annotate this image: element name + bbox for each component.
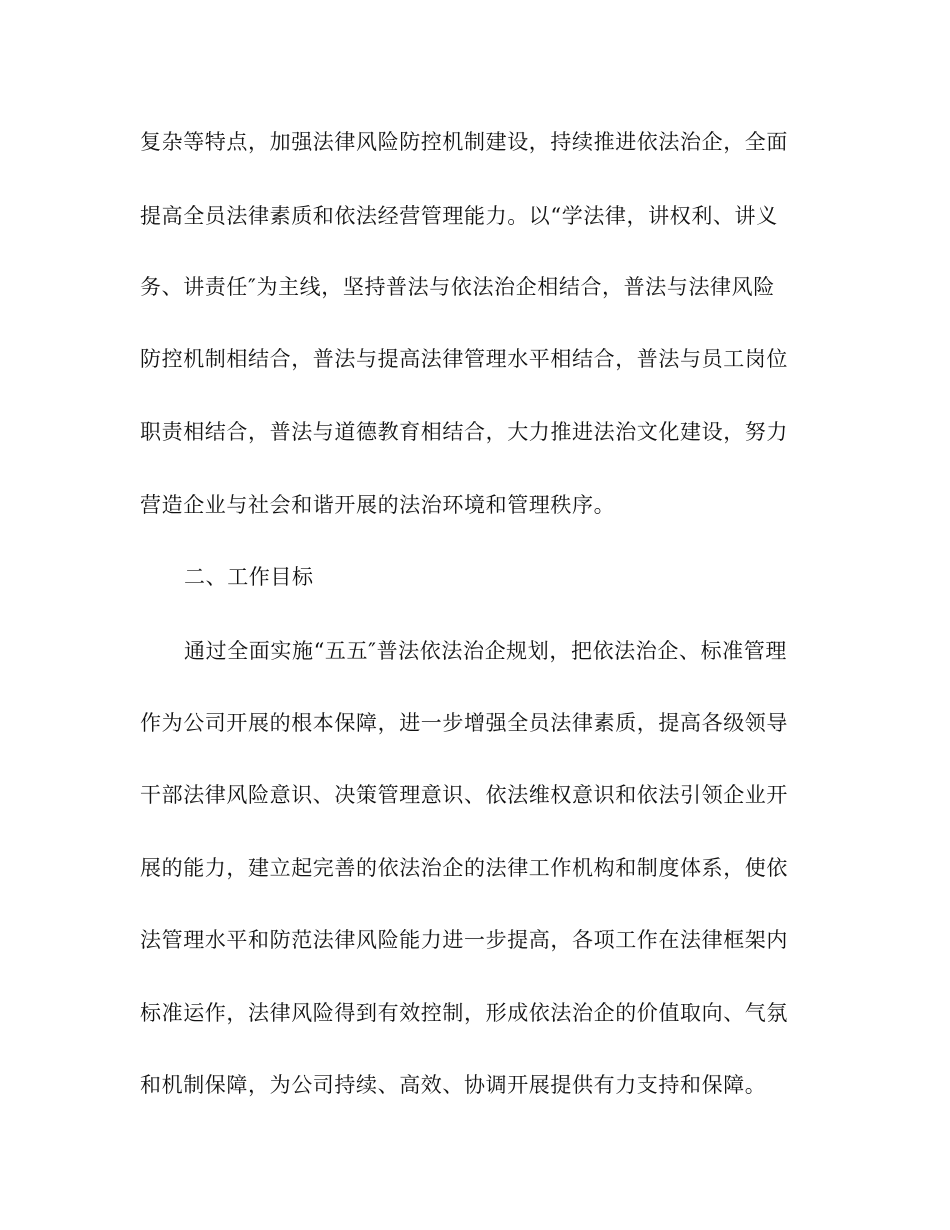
paragraph-line: 和机制保障，为公司持续、高效、协调开展提供有力支持和保障。: [140, 1073, 767, 1097]
paragraph-line: 务、讲责任″为主线，坚持普法与依法治企相结合，普法与法律风险: [140, 275, 775, 299]
paragraph-line: 干部法律风险意识、决策管理意识、依法维权意识和依法引领企业开: [140, 783, 788, 807]
paragraph-line: 营造企业与社会和谐开展的法治环境和管理秩序。: [140, 493, 616, 517]
paragraph-line: 法管理水平和防范法律风险能力进一步提高，各项工作在法律框架内: [140, 928, 788, 952]
paragraph-line: 职责相结合，普法与道德教育相结合，大力推进法治文化建设，努力: [140, 420, 788, 444]
section-heading: 二、工作目标: [184, 565, 314, 589]
paragraph-line: 防控机制相结合，普法与提高法律管理水平相结合，普法与员工岗位: [140, 347, 788, 371]
paragraph-line: 标准运作，法律风险得到有效控制，形成依法治企的价值取向、气氛: [140, 1001, 788, 1025]
paragraph-line: 提高全员法律素质和依法经营管理能力。以“学法律，讲权利、讲义: [140, 204, 778, 228]
paragraph-line: 展的能力，建立起完善的依法治企的法律工作机构和制度体系，使依: [140, 856, 788, 880]
paragraph-line: 通过全面实施“五五″普法依法治企规划，把依法治企、标准管理: [184, 639, 787, 663]
paragraph-line: 作为公司开展的根本保障，进一步增强全员法律素质，提高各级领导: [140, 711, 788, 735]
paragraph-line: 复杂等特点，加强法律风险防控机制建设，持续推进依法治企，全面: [140, 130, 788, 154]
